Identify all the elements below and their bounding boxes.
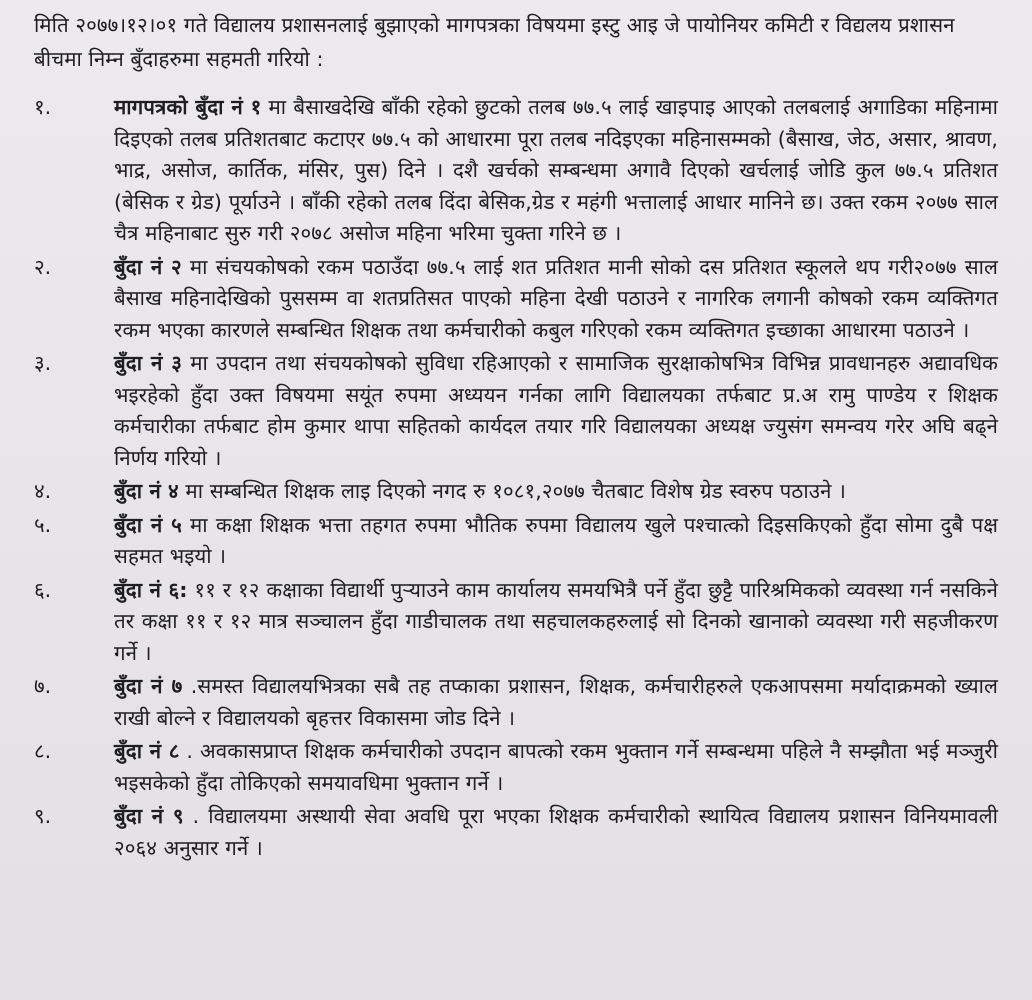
item-body	[114, 510, 998, 573]
item-lead: बुँदा नं ७	[114, 674, 183, 698]
item-number: ९.	[34, 804, 52, 828]
list-item	[34, 575, 998, 670]
item-number: ४.	[34, 479, 52, 503]
agreement-points-list	[34, 92, 998, 864]
item-body	[114, 801, 998, 864]
item-text: मा संचयकोषको रकम पठाउँदा ७७.५ लाई शत प्रतिशत मानी सोको दस प्रतिशत स्कूलले थप गरी२०७७ साल बैसाख महिनादेखिको पुससम्म वा शतप्रतिसत पाएको महिना देखी पठाउने र नागरिक लगानी कोषको रकम व्यक्तिगत रकम भएका कारणले सम्बन्धित शिक्षक तथा कर्मचारीको कबुल गरिएको रकम व्यक्तिगत इच्छाका आधारमा पठाउने ।	[114, 254, 998, 342]
item-text: मा उपदान तथा संचयकोषको सुविधा रहिआएको र सामाजिक सुरक्षाकोषभित्र विभिन्न प्रावधानहरु अद्यावधिक भइरहेको हुँदा उक्त विषयमा सयूंत रुपमा अध्ययन गर्नका लागि विद्यालयका तर्फबाट प्र.अ रामु पाण्डेय र शिक्षक कर्मचारीका तर्फबाट होम कुमार थापा सहितको कार्यदल तयार गरि विद्यालयका अध्यक्ष ज्युसंग समन्वय गरेर अघि बढ्ने निर्णय गरियो ।	[114, 351, 998, 470]
item-number: ५.	[34, 512, 52, 537]
item-body	[114, 575, 998, 670]
item-body	[114, 92, 998, 250]
list-item	[34, 510, 998, 573]
item-body	[114, 736, 998, 799]
item-text: . अवकासप्राप्त शिक्षक कर्मचारीको उपदान बापत्को रकम भुक्तान गर्ने सम्बन्धमा पहिले नै सम्झौता भई मञ्जुरी भइसकेको हुँदा तोकिएको समयावधिमा भुक्तान गर्ने ।	[114, 739, 998, 795]
item-lead: मागपत्रको बुँदा नं १	[114, 95, 262, 119]
item-text: .समस्त विद्यालयभित्रका सबै तह तप्काका प्रशासन, शिक्षक, कर्मचारीहरुले एकआपसमा मर्यादाक्रमको ख्याल राखी बोल्ने र विद्यालयको बृहत्तर विकासमा जोड दिने ।	[114, 674, 998, 730]
item-text: मा बैसाखदेखि बाँकी रहेको छुटको तलब ७७.५ लाई खाइपाइ आएको तलबलाई अगाडिका महिनामा दिइएको तलब प्रतिशतबाट कटाएर ७७.५ को आधारमा पूरा तलब नदिइएका महिनासम्मको (बैसाख, जेठ, असार, श्रावण, भाद्र, असोज, कार्तिक, मंसिर, पुस) दिने । दशै खर्चको सम्बन्धमा अगावै दिएको खर्चलाई जोडि कुल ७७.५ प्रतिशत (बेसिक र ग्रेड) पूर्याउने । बाँकी रहेको तलब दिंदा बेसिक,ग्रेड र महंगी भत्तालाई आधार मानिने छ। उक्त रकम २०७७ साल चैत्र महिनाबाट सुरु गरी २०७८ असोज महिना भरिमा चुक्ता गरिने छ ।	[114, 95, 998, 245]
item-number: ८.	[34, 739, 52, 763]
item-lead: बुँदा नं २	[114, 254, 182, 279]
item-number: ६.	[34, 577, 52, 602]
item-number: ७.	[34, 674, 52, 698]
item-text: मा सम्बन्धित शिक्षक लाइ दिएको नगद रु १०८१,२०७७ चैतबाट विशेष ग्रेड स्वरुप पठाउने ।	[178, 479, 847, 503]
intro-paragraph: मिति २०७७।१२।०१ गते विद्यालय प्रशासनलाई बुझाएको मागपत्रका विषयमा इस्टु आइ जे पायोनियर कमिटी र विद्यलय प्रशासन बीचमा निम्न बुँदाहरुमा सहमती गरियो :	[34, 13, 955, 71]
list-item	[34, 736, 998, 799]
list-item	[34, 252, 998, 347]
item-body	[114, 476, 998, 508]
list-item	[34, 671, 998, 734]
list-item	[34, 476, 998, 508]
item-lead: बुँदा नं ९	[114, 804, 184, 828]
item-lead: बुँदा नं ५	[114, 512, 182, 537]
item-text: मा कक्षा शिक्षक भत्ता तहगत रुपमा भौतिक रुपमा विद्यालय खुले पश्चात्को दिइसकिएको हुँदा सोमा दुबै पक्ष सहमत भइयो ।	[114, 512, 999, 568]
item-number: १.	[34, 95, 52, 119]
item-lead: बुँदा नं ३	[114, 351, 183, 375]
item-lead: बुँदा नं ६:	[114, 577, 188, 602]
item-body	[114, 671, 998, 734]
list-item	[34, 801, 998, 864]
item-number: ३.	[34, 351, 52, 375]
item-number: २.	[34, 254, 52, 279]
item-lead: बुँदा नं ८	[114, 739, 180, 763]
list-item	[34, 348, 998, 474]
item-text: . विद्यालयमा अस्थायी सेवा अवधि पूरा भएका शिक्षक कर्मचारीको स्थायित्व विद्यालय प्रशासन विनियमावली २०६४ अनुसार गर्ने ।	[114, 804, 999, 860]
item-body	[114, 252, 998, 347]
item-lead: बुँदा नं ४	[114, 479, 179, 503]
item-body	[114, 348, 998, 474]
item-text: ११ र १२ कक्षाका विद्यार्थी पुर्‍याउने काम कार्यालय समयभित्रै पर्ने हुँदा छुट्टै पारिश्रमिकको व्यवस्था गर्न नसकिने तर कक्षा ११ र १२ मात्र सञ्चालन हुँदा गाडीचालक तथा सहचालकहरुलाई सो दिनको खानाको व्यवस्था गरी सहजीकरण गर्ने ।	[114, 577, 998, 665]
list-item	[34, 92, 998, 250]
